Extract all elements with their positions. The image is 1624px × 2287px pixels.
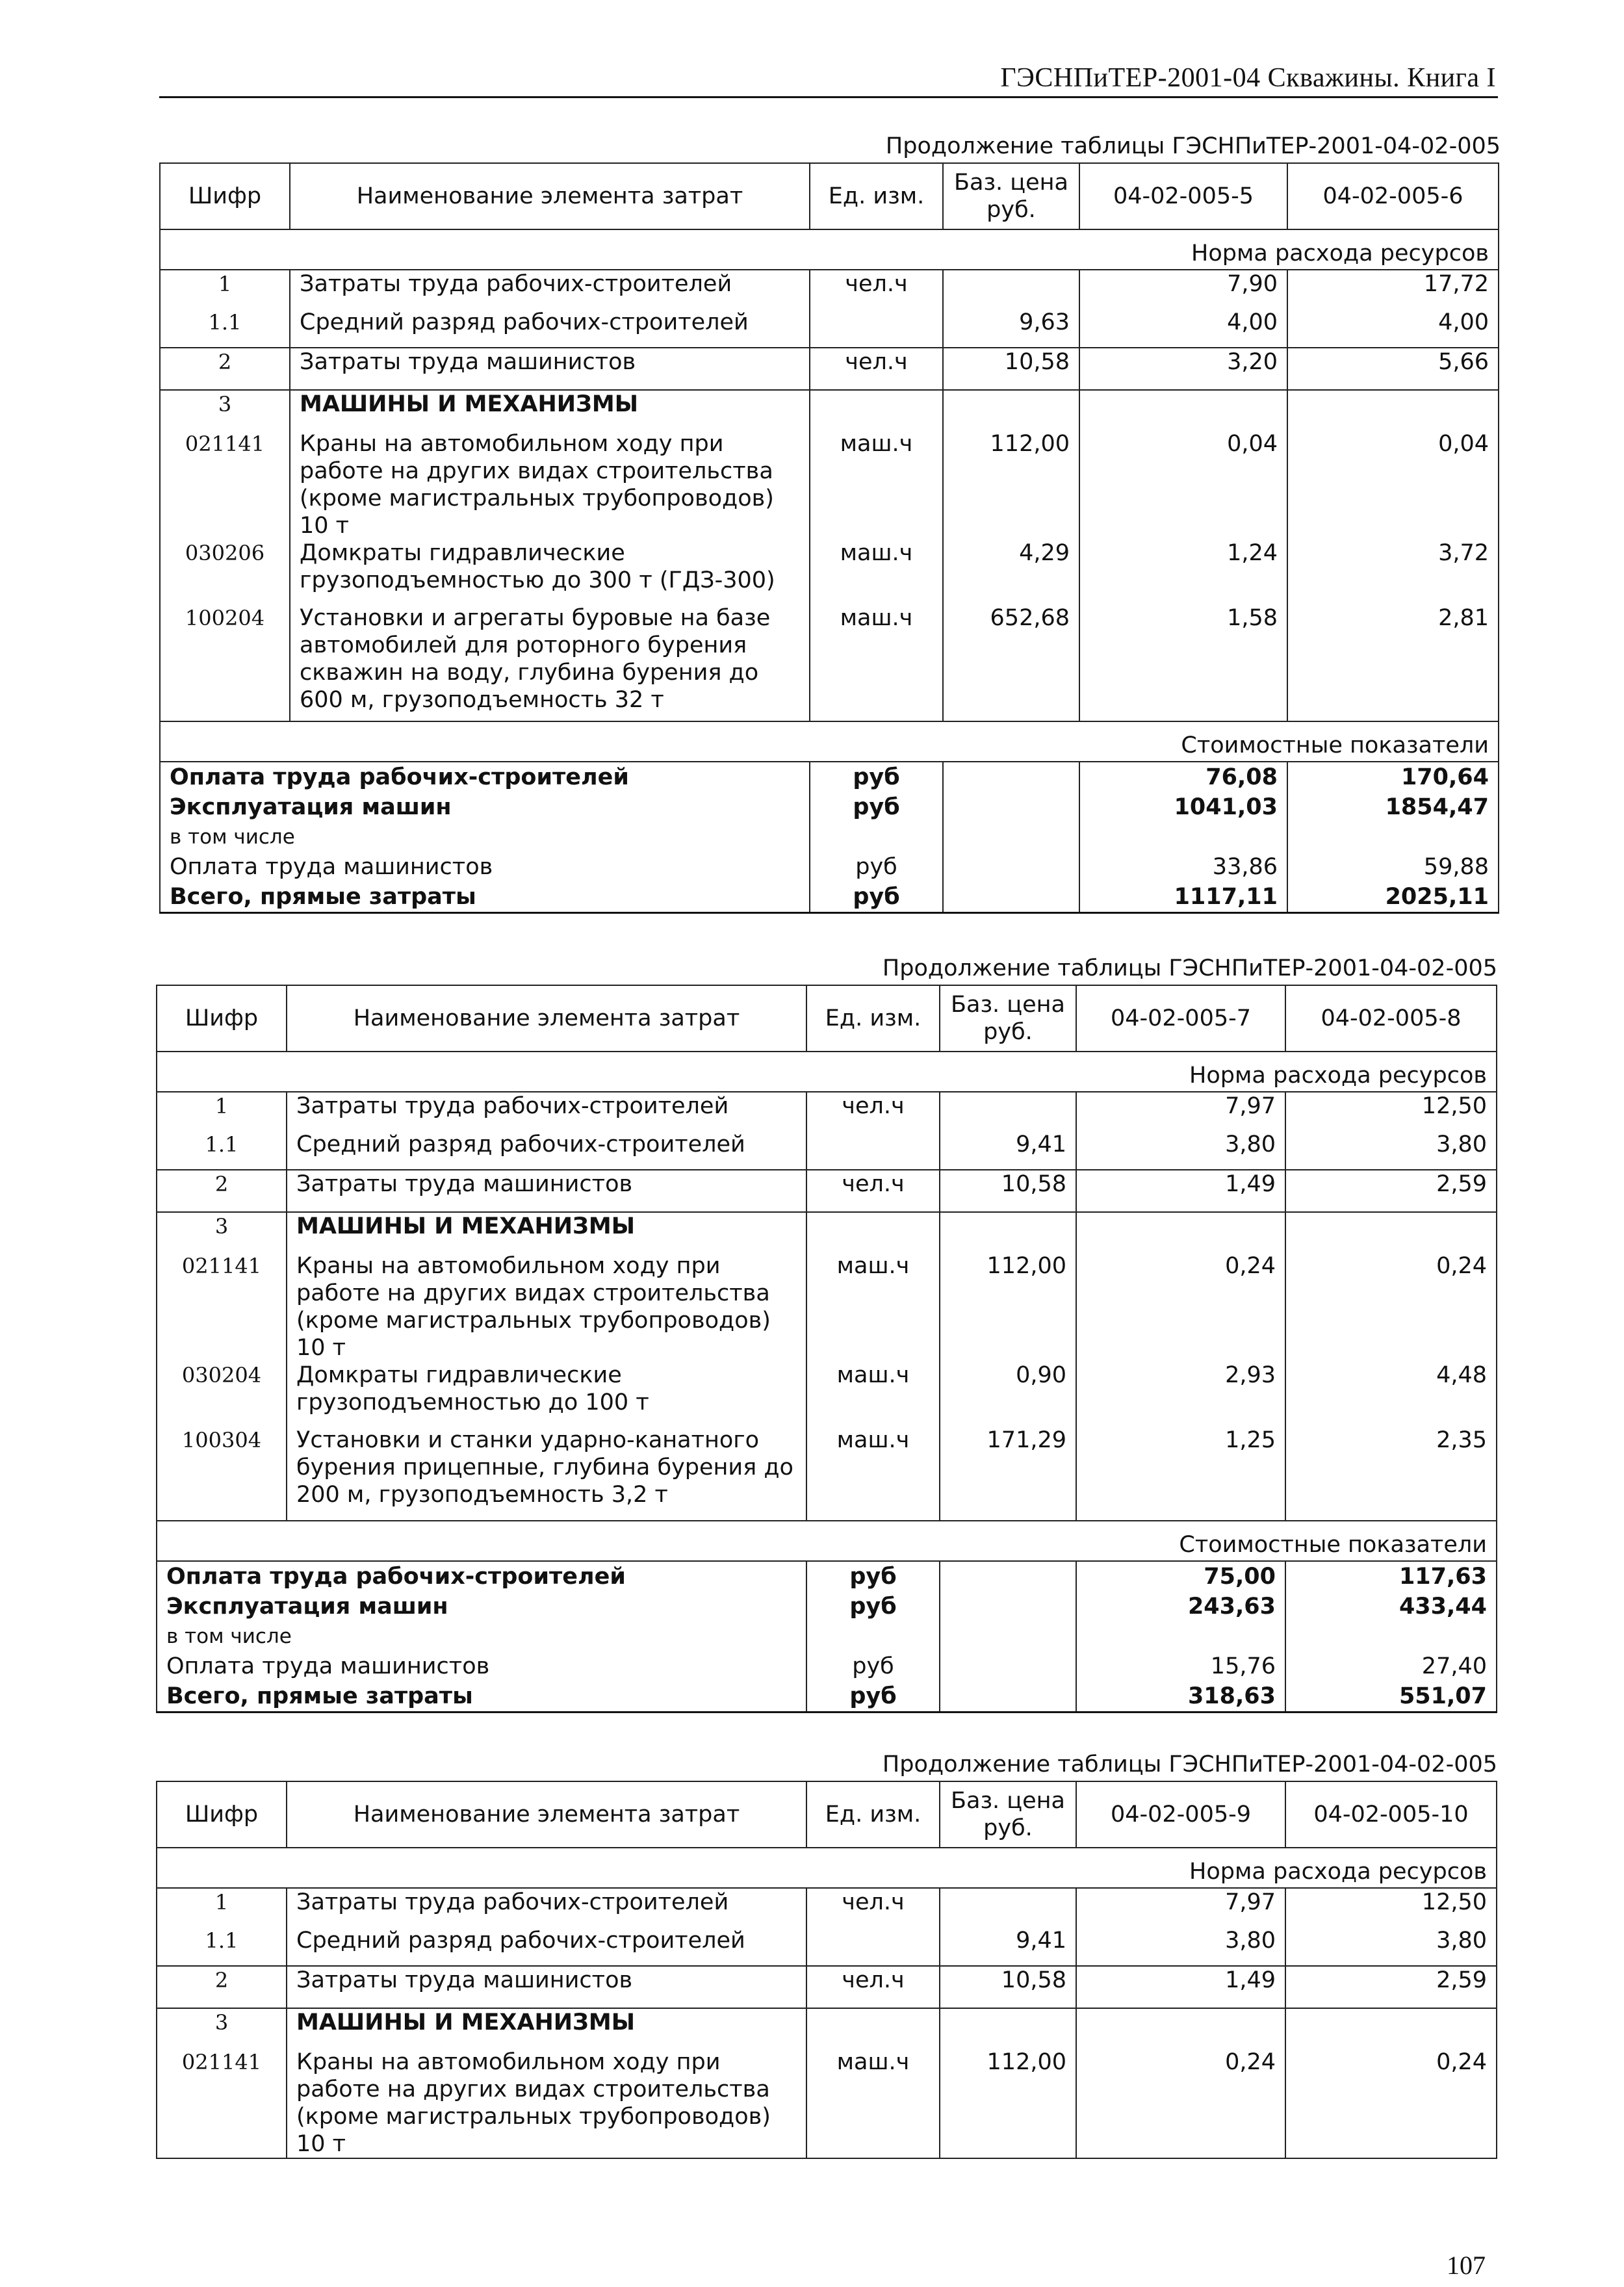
cost-price	[943, 852, 1079, 882]
table-row	[160, 348, 1499, 390]
cost-price	[943, 762, 1079, 792]
table-row	[157, 1927, 1497, 1966]
cost-name: Оплата труда рабочих-строителей	[157, 1561, 806, 1592]
row-price	[943, 270, 1079, 309]
header-col-b: 04-02-005-10	[1285, 1781, 1497, 1848]
header-col-a: 04-02-005-5	[1079, 163, 1287, 229]
row-price: 171,29	[940, 1427, 1076, 1521]
header-shifr: Шифр	[157, 985, 287, 1052]
table-row	[157, 1362, 1497, 1427]
table-row	[157, 1212, 1497, 1252]
header-col-a: 04-02-005-9	[1076, 1781, 1285, 1848]
row-value-b: 2,81	[1287, 604, 1499, 721]
cost-unit	[806, 1622, 940, 1651]
row-code: 1	[157, 1888, 287, 1927]
cost-row	[157, 1561, 1497, 1592]
row-value-b: 2,59	[1285, 1170, 1497, 1212]
cost-price	[943, 822, 1079, 852]
row-code: 1.1	[157, 1927, 287, 1966]
row-code: 3	[157, 2008, 287, 2048]
row-price: 652,68	[943, 604, 1079, 721]
row-price: 112,00	[943, 430, 1079, 539]
row-code: 3	[160, 390, 290, 430]
row-unit: чел.ч	[806, 1888, 940, 1927]
row-value-b: 2,35	[1285, 1427, 1497, 1521]
row-name: МАШИНЫ И МЕХАНИЗМЫ	[287, 2008, 806, 2048]
cost-unit: руб	[806, 1592, 940, 1622]
row-name: Затраты труда машинистов	[287, 1966, 806, 2008]
cost-price	[940, 1592, 1076, 1622]
cost-row	[160, 882, 1499, 913]
row-name: Затраты труда рабочих-строителей	[290, 270, 810, 309]
row-price: 10,58	[940, 1170, 1076, 1212]
cost-name: в том числе	[160, 822, 810, 852]
cost-value-b: 551,07	[1285, 1681, 1497, 1712]
row-price: 9,63	[943, 309, 1079, 348]
row-value-a: 2,93	[1076, 1362, 1285, 1427]
norm-table	[156, 985, 1497, 1713]
cost-row	[160, 762, 1499, 792]
row-code: 2	[157, 1170, 287, 1212]
row-price: 9,41	[940, 1927, 1076, 1966]
cost-row	[157, 1622, 1497, 1651]
row-name: Средний разряд рабочих-строителей	[290, 309, 810, 348]
row-name: Средний разряд рабочих-строителей	[287, 1927, 806, 1966]
header-unit: Ед. изм.	[806, 985, 940, 1052]
header-col-a: 04-02-005-7	[1076, 985, 1285, 1052]
header-name: Наименование элемента затрат	[287, 985, 806, 1052]
row-code: 1	[160, 270, 290, 309]
row-unit: чел.ч	[806, 1170, 940, 1212]
row-unit	[806, 2008, 940, 2048]
cost-price	[940, 1651, 1076, 1681]
header-shifr: Шифр	[160, 163, 290, 229]
row-name: Затраты труда машинистов	[290, 348, 810, 390]
header-col-b: 04-02-005-8	[1285, 985, 1497, 1052]
row-code: 1.1	[160, 309, 290, 348]
row-value-b: 3,72	[1287, 539, 1499, 604]
cost-unit: руб	[806, 1561, 940, 1592]
row-name: Установки и станки ударно-канатного бурения прицепные, глубина бурения до 200 м, грузоподъемность 3,2 т	[287, 1427, 806, 1521]
row-code: 021141	[157, 1252, 287, 1362]
table-header-row	[157, 1781, 1497, 1848]
cost-unit	[810, 822, 943, 852]
cost-value-b	[1287, 822, 1499, 852]
row-value-a: 7,97	[1076, 1888, 1285, 1927]
row-value-a: 7,90	[1079, 270, 1287, 309]
table-row	[157, 2008, 1497, 2048]
cost-value-a: 15,76	[1076, 1651, 1285, 1681]
cost-value-b: 2025,11	[1287, 882, 1499, 913]
cost-value-b: 433,44	[1285, 1592, 1497, 1622]
running-header: ГЭСНПиТЕР-2001-04 Скважины. Книга I	[1000, 63, 1496, 93]
table-row	[160, 604, 1499, 721]
row-code: 2	[160, 348, 290, 390]
row-price	[940, 1212, 1076, 1252]
row-unit: маш.ч	[810, 539, 943, 604]
row-unit: чел.ч	[806, 1966, 940, 2008]
table-row	[157, 1092, 1497, 1131]
header-name: Наименование элемента затрат	[290, 163, 810, 229]
cost-value-a	[1076, 1622, 1285, 1651]
row-name: Средний разряд рабочих-строителей	[287, 1131, 806, 1170]
row-price: 112,00	[940, 2048, 1076, 2158]
table-row	[160, 309, 1499, 348]
cost-value-b: 1854,47	[1287, 792, 1499, 822]
row-value-a: 0,24	[1076, 1252, 1285, 1362]
header-shifr: Шифр	[157, 1781, 287, 1848]
cost-unit: руб	[806, 1681, 940, 1712]
row-name: МАШИНЫ И МЕХАНИЗМЫ	[290, 390, 810, 430]
row-value-a: 1,49	[1076, 1966, 1285, 2008]
row-value-a	[1076, 2008, 1285, 2048]
row-price: 0,90	[940, 1362, 1076, 1427]
row-name: Установки и агрегаты буровые на базе автомобилей для роторного бурения скважин на воду, глубина бурения до 600 м, грузоподъемность 32 т	[290, 604, 810, 721]
table-row	[157, 1966, 1497, 2008]
row-value-a	[1079, 390, 1287, 430]
cost-row	[157, 1651, 1497, 1681]
row-code: 3	[157, 1212, 287, 1252]
row-value-b: 0,24	[1285, 1252, 1497, 1362]
row-price: 4,29	[943, 539, 1079, 604]
row-value-a: 1,25	[1076, 1427, 1285, 1521]
cost-value-a: 318,63	[1076, 1681, 1285, 1712]
row-value-a: 0,04	[1079, 430, 1287, 539]
row-code: 1.1	[157, 1131, 287, 1170]
row-value-b: 5,66	[1287, 348, 1499, 390]
row-unit	[806, 1212, 940, 1252]
row-value-b	[1285, 2008, 1497, 2048]
cost-name: Эксплуатация машин	[160, 792, 810, 822]
table-row	[157, 1170, 1497, 1212]
table-caption: Продолжение таблицы ГЭСНПиТЕР-2001-04-02-005	[885, 133, 1501, 159]
row-value-b: 3,80	[1285, 1131, 1497, 1170]
cost-value-b	[1285, 1622, 1497, 1651]
row-unit	[810, 390, 943, 430]
row-unit: чел.ч	[806, 1092, 940, 1131]
row-price	[940, 2008, 1076, 2048]
row-name: Домкраты гидравлические грузоподъемностью до 100 т	[287, 1362, 806, 1427]
row-value-b: 17,72	[1287, 270, 1499, 309]
row-price	[943, 390, 1079, 430]
norm-table	[156, 1781, 1497, 2159]
table-caption: Продолжение таблицы ГЭСНПиТЕР-2001-04-02-005	[882, 955, 1497, 981]
row-name: Затраты труда рабочих-строителей	[287, 1888, 806, 1927]
table-row	[160, 539, 1499, 604]
row-unit	[810, 309, 943, 348]
cost-price	[940, 1681, 1076, 1712]
header-name: Наименование элемента затрат	[287, 1781, 806, 1848]
row-value-b	[1285, 1212, 1497, 1252]
row-name: Краны на автомобильном ходу при работе на других видах строительства (кроме магистральных трубопроводов) 10 т	[287, 1252, 806, 1362]
cost-unit: руб	[810, 762, 943, 792]
row-price: 10,58	[940, 1966, 1076, 2008]
row-value-b: 12,50	[1285, 1092, 1497, 1131]
row-price: 112,00	[940, 1252, 1076, 1362]
row-unit: маш.ч	[806, 1427, 940, 1521]
row-unit: маш.ч	[806, 2048, 940, 2158]
cost-value-a	[1079, 822, 1287, 852]
row-value-b: 3,80	[1285, 1927, 1497, 1966]
row-value-b: 4,00	[1287, 309, 1499, 348]
row-value-a	[1076, 1212, 1285, 1252]
row-code: 2	[157, 1966, 287, 2008]
cost-name: Оплата труда машинистов	[157, 1651, 806, 1681]
row-name: Затраты труда рабочих-строителей	[287, 1092, 806, 1131]
cost-unit: руб	[806, 1651, 940, 1681]
header-col-b: 04-02-005-6	[1287, 163, 1499, 229]
cost-value-a: 243,63	[1076, 1592, 1285, 1622]
row-unit: чел.ч	[810, 270, 943, 309]
row-unit	[806, 1131, 940, 1170]
row-unit	[806, 1927, 940, 1966]
row-unit: маш.ч	[810, 604, 943, 721]
row-value-a: 0,24	[1076, 2048, 1285, 2158]
cost-name: Всего, прямые затраты	[157, 1681, 806, 1712]
row-price: 9,41	[940, 1131, 1076, 1170]
cost-unit: руб	[810, 792, 943, 822]
cost-row	[157, 1681, 1497, 1712]
row-value-a: 3,20	[1079, 348, 1287, 390]
row-unit: маш.ч	[806, 1362, 940, 1427]
row-name: Краны на автомобильном ходу при работе на других видах строительства (кроме магистральных трубопроводов) 10 т	[290, 430, 810, 539]
row-name: Затраты труда машинистов	[287, 1170, 806, 1212]
cost-value-b: 117,63	[1285, 1561, 1497, 1592]
table-row	[157, 1888, 1497, 1927]
table-caption: Продолжение таблицы ГЭСНПиТЕР-2001-04-02-005	[882, 1751, 1497, 1777]
table-row	[160, 390, 1499, 430]
row-unit: маш.ч	[810, 430, 943, 539]
row-price	[940, 1092, 1076, 1131]
row-price	[940, 1888, 1076, 1927]
row-value-a: 1,49	[1076, 1170, 1285, 1212]
cost-value-a: 1041,03	[1079, 792, 1287, 822]
row-value-a: 7,97	[1076, 1092, 1285, 1131]
row-code: 1	[157, 1092, 287, 1131]
cost-price	[943, 792, 1079, 822]
table-row	[157, 2048, 1497, 2158]
section-cost-label: Стоимостные показатели	[160, 721, 1499, 762]
header-unit: Ед. изм.	[810, 163, 943, 229]
section-norm-label: Норма расхода ресурсов	[157, 1052, 1497, 1092]
row-name: Краны на автомобильном ходу при работе на других видах строительства (кроме магистральных трубопроводов) 10 т	[287, 2048, 806, 2158]
row-value-b: 0,04	[1287, 430, 1499, 539]
cost-price	[940, 1622, 1076, 1651]
row-unit: чел.ч	[810, 348, 943, 390]
cost-name: Оплата труда машинистов	[160, 852, 810, 882]
cost-value-b: 170,64	[1287, 762, 1499, 792]
header-price: Баз. цена руб.	[940, 985, 1076, 1052]
header-rule	[159, 96, 1498, 98]
table-row	[157, 1131, 1497, 1170]
cost-value-b: 59,88	[1287, 852, 1499, 882]
row-code: 021141	[157, 2048, 287, 2158]
row-value-b: 12,50	[1285, 1888, 1497, 1927]
cost-row	[160, 852, 1499, 882]
cost-price	[940, 1561, 1076, 1592]
cost-value-a: 33,86	[1079, 852, 1287, 882]
section-norm-label: Норма расхода ресурсов	[160, 229, 1499, 270]
header-price: Баз. цена руб.	[943, 163, 1079, 229]
row-name: Домкраты гидравлические грузоподъемностью до 300 т (ГДЗ-300)	[290, 539, 810, 604]
page-number: 107	[1447, 2251, 1486, 2280]
cost-unit: руб	[810, 882, 943, 913]
cost-row	[157, 1592, 1497, 1622]
cost-value-a: 1117,11	[1079, 882, 1287, 913]
row-unit: маш.ч	[806, 1252, 940, 1362]
header-price: Баз. цена руб.	[940, 1781, 1076, 1848]
row-value-b	[1287, 390, 1499, 430]
row-value-a: 3,80	[1076, 1131, 1285, 1170]
row-value-b: 4,48	[1285, 1362, 1497, 1427]
cost-name: в том числе	[157, 1622, 806, 1651]
cost-row	[160, 822, 1499, 852]
norm-table	[159, 162, 1499, 914]
row-code: 100304	[157, 1427, 287, 1521]
cost-name: Оплата труда рабочих-строителей	[160, 762, 810, 792]
cost-value-b: 27,40	[1285, 1651, 1497, 1681]
table-header-row	[160, 163, 1499, 229]
table-header-row	[157, 985, 1497, 1052]
cost-row	[160, 792, 1499, 822]
row-value-a: 1,58	[1079, 604, 1287, 721]
row-value-b: 0,24	[1285, 2048, 1497, 2158]
cost-value-a: 75,00	[1076, 1561, 1285, 1592]
row-code: 021141	[160, 430, 290, 539]
row-code: 100204	[160, 604, 290, 721]
table-row	[157, 1252, 1497, 1362]
cost-price	[943, 882, 1079, 913]
cost-unit: руб	[810, 852, 943, 882]
row-value-a: 3,80	[1076, 1927, 1285, 1966]
section-cost-label: Стоимостные показатели	[157, 1521, 1497, 1561]
row-name: МАШИНЫ И МЕХАНИЗМЫ	[287, 1212, 806, 1252]
row-price: 10,58	[943, 348, 1079, 390]
row-value-a: 4,00	[1079, 309, 1287, 348]
table-row	[160, 270, 1499, 309]
section-norm-label: Норма расхода ресурсов	[157, 1848, 1497, 1888]
row-value-b: 2,59	[1285, 1966, 1497, 2008]
cost-name: Всего, прямые затраты	[160, 882, 810, 913]
header-unit: Ед. изм.	[806, 1781, 940, 1848]
row-value-a: 1,24	[1079, 539, 1287, 604]
cost-name: Эксплуатация машин	[157, 1592, 806, 1622]
row-code: 030204	[157, 1362, 287, 1427]
table-row	[160, 430, 1499, 539]
row-code: 030206	[160, 539, 290, 604]
cost-value-a: 76,08	[1079, 762, 1287, 792]
table-row	[157, 1427, 1497, 1521]
